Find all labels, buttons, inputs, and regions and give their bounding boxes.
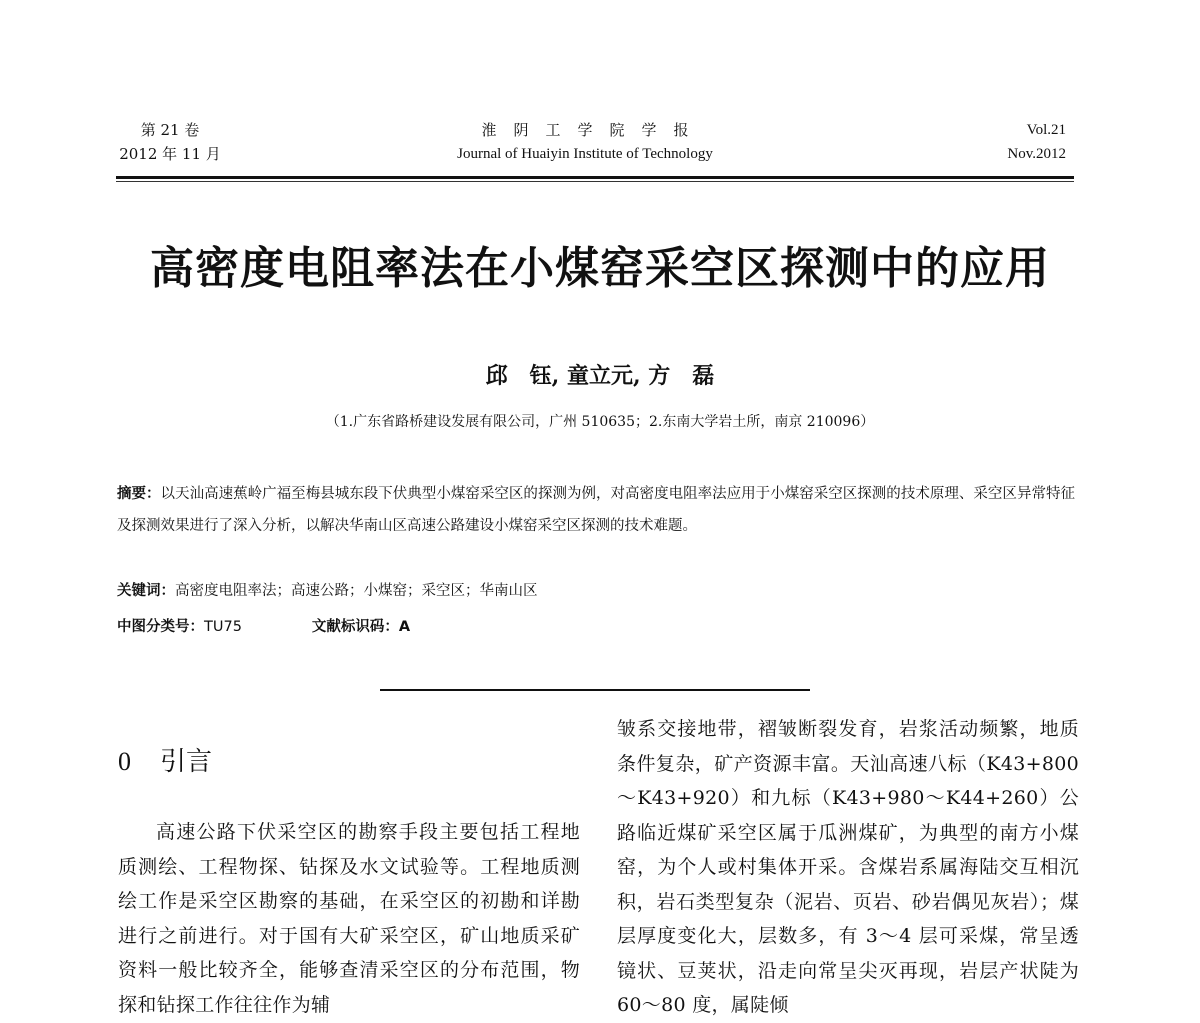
body-left-column — [118, 815, 580, 1022]
abstract-label: 摘要： — [117, 486, 161, 502]
section-title: 引言 — [160, 747, 213, 777]
clc-label: 中图分类号： — [117, 619, 204, 635]
section-divider — [380, 689, 810, 691]
header-date: 2012 年 11 月 — [119, 145, 221, 163]
journal-name-en: Journal of Huaiyin Institute of Technology — [457, 146, 713, 162]
classification — [117, 611, 410, 643]
clc-value: TU75 — [204, 619, 242, 635]
paper-affiliations: （1.广东省路桥建设发展有限公司，广州 510635；2.东南大学岩土所，南京 210096） — [325, 414, 875, 430]
body-left-paragraph: 高速公路下伏采空区的勘察手段主要包括工程地质测绘、工程物探、钻探及水文试验等。工程地质测绘工作是采空区勘察的基础，在采空区的初勘和详勘进行之前进行。对于国有大矿采空区，矿山地质采矿资料一般比较齐全，能够查清采空区的分布范围，物探和钻探工作往往作为辅 — [118, 821, 580, 1016]
abstract-text: 以天汕高速蕉岭广福至梅县城东段下伏典型小煤窑采空区的探测为例，对高密度电阻率法应用于小煤窑采空区探测的技术原理、采空区异常特征及探测效果进行了深入分析，以解决华南山区高速公路建设小煤窑采空区探测的技术难题。 — [117, 486, 1075, 534]
paper-title: 高密度电阻率法在小煤窑采空区探测中的应用 — [150, 243, 1050, 294]
keywords-text: 高密度电阻率法；高速公路；小煤窑；采空区；华南山区 — [175, 583, 538, 599]
header-rule-thin — [116, 181, 1074, 182]
section-number: 0 — [118, 747, 131, 776]
header-vol-en-block — [980, 118, 1066, 166]
header-rule-thick — [116, 176, 1074, 179]
doc-code-value: A — [398, 619, 411, 635]
section-heading — [118, 742, 212, 782]
body-right-paragraph: 皱系交接地带，褶皱断裂发育，岩浆活动频繁，地质条件复杂，矿产资源丰富。天汕高速八标（K43+800～K43+920）和九标（K43+980～K44+260）公路临近煤矿采空区属于瓜洲煤矿，为典型的南方小煤窑，为个人或村集体开采。含煤岩系属海陆交互相沉积，岩石类型复杂（泥岩、页岩、砂岩偶见灰岩）；煤层厚度变化大，层数多，有 3～4 层可采煤，常呈透镜状、豆荚状，沿走向常呈尖灭再现，岩层产状陡为 60～80 度，属陡倾 — [617, 718, 1079, 1016]
paper-authors: 邱 钰, 童立元, 方 磊 — [485, 363, 715, 389]
header-journal-block — [420, 118, 750, 166]
header-volume-block — [116, 118, 224, 166]
body-right-column — [617, 712, 1079, 1023]
doc-code-label: 文献标识码： — [311, 619, 399, 635]
abstract — [117, 478, 1075, 542]
header-volume: 第 21 卷 — [140, 121, 200, 139]
header-vol-en: Vol.21 — [1026, 122, 1066, 138]
header-date-en: Nov.2012 — [1007, 146, 1066, 162]
keywords-label: 关键词： — [117, 583, 175, 599]
journal-name-cn: 淮阴工学院学报 — [481, 121, 706, 139]
keywords — [117, 575, 538, 607]
